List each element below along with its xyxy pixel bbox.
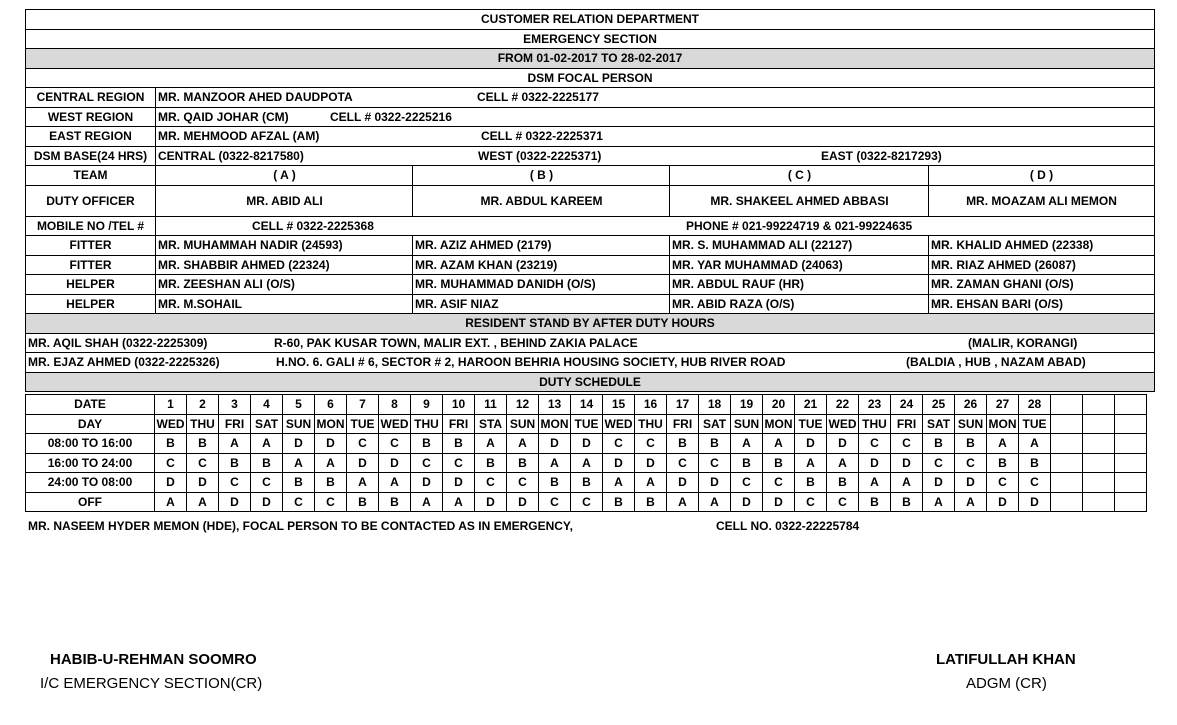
header-focal — [26, 69, 1154, 89]
mobile-label: MOBILE NO /TEL # — [36, 218, 145, 233]
staff-name-c: MR. ABDUL RAUF (HR) — [669, 275, 929, 294]
schedule-shift-row-cell — [1115, 473, 1147, 493]
duty-officer-row — [26, 186, 1154, 217]
schedule-date-row-cell: 14 — [571, 395, 603, 415]
east-region-name: MR. MEHMOOD AFZAL (AM) — [158, 129, 320, 143]
schedule-shift-row-cell: C — [315, 492, 347, 512]
schedule-shift-row-cell — [1083, 473, 1115, 493]
schedule-shift-row-cell: C — [347, 434, 379, 454]
schedule-date-row-cell: 5 — [283, 395, 315, 415]
schedule-shift-row-cell: C — [923, 453, 955, 473]
schedule-shift-row-cell — [1115, 492, 1147, 512]
schedule-shift-row-cell: C — [251, 473, 283, 493]
schedule-shift-row-cell: C — [539, 492, 571, 512]
schedule-date-row-cell: 4 — [251, 395, 283, 415]
resident-address: R-60, PAK KUSAR TOWN, MALIR EXT. , BEHIND ZAKIA PALACE — [274, 335, 638, 350]
schedule-shift-row-cell: C — [379, 434, 411, 454]
schedule-shift-row-cell: B — [187, 434, 219, 454]
schedule-shift-row-cell: A — [539, 453, 571, 473]
west-region-name: MR. QAID JOHAR (CM) — [158, 109, 289, 124]
schedule-date-row-cell: 28 — [1019, 395, 1051, 415]
schedule-shift-row-cell: D — [315, 434, 347, 454]
schedule-date-row-cell: 20 — [763, 395, 795, 415]
schedule-day-row-cell: TUE — [347, 414, 379, 434]
schedule-shift-row-cell: B — [443, 434, 475, 454]
schedule-shift-row-cell: D — [955, 473, 987, 493]
schedule-shift-row-cell: C — [891, 434, 923, 454]
schedule-shift-row-label: OFF — [26, 492, 155, 512]
schedule-shift-row-cell: D — [187, 473, 219, 493]
staff-name-b: MR. ASIF NIAZ — [412, 295, 670, 314]
schedule-shift-row-cell — [1051, 492, 1083, 512]
west-region-label: WEST REGION — [47, 109, 134, 124]
schedule-shift-row-cell: D — [539, 434, 571, 454]
schedule-day-row-cell: TUE — [1019, 414, 1051, 434]
schedule-shift-row-cell: D — [667, 473, 699, 493]
schedule-shift-row-cell: C — [795, 492, 827, 512]
schedule-shift-row-cell: C — [859, 434, 891, 454]
schedule-day-row-cell: FRI — [219, 414, 251, 434]
schedule-shift-row-cell: B — [571, 473, 603, 493]
schedule-day-row-cell: FRI — [443, 414, 475, 434]
schedule-shift-row-cell: D — [155, 473, 187, 493]
schedule-shift-row-cell: C — [283, 492, 315, 512]
schedule-shift-row-cell: B — [667, 434, 699, 454]
schedule-shift-row-cell: C — [155, 453, 187, 473]
staff-role: FITTER — [69, 238, 112, 252]
schedule-shift-row-cell — [1051, 453, 1083, 473]
right-signatory-title: ADGM (CR) — [966, 675, 1047, 692]
emergency-roster-sheet — [25, 9, 1155, 392]
schedule-day-row-cell: SAT — [923, 414, 955, 434]
mobile-phone: PHONE # 021-99224719 & 021-99224635 — [686, 218, 913, 233]
schedule-shift-row-cell: B — [795, 473, 827, 493]
schedule-shift-row-cell: B — [475, 453, 507, 473]
team-label: TEAM — [73, 168, 108, 182]
schedule-shift-row-cell: D — [859, 453, 891, 473]
schedule-shift-row-cell: B — [507, 453, 539, 473]
resident-name: MR. AQIL SHAH (0322-2225309) — [28, 335, 208, 350]
schedule-shift-row-cell: B — [827, 473, 859, 493]
schedule-shift-row-cell: B — [219, 453, 251, 473]
footer-note: MR. NASEEM HYDER MEMON (HDE), FOCAL PERSON TO BE CONTACTED AS IN EMERGENCY, — [28, 519, 573, 533]
resident-title: RESIDENT STAND BY AFTER DUTY HOURS — [465, 316, 715, 330]
dsm-base-central: CENTRAL (0322-8217580) — [158, 148, 304, 163]
schedule-shift-row-cell: A — [251, 434, 283, 454]
schedule-shift-row-cell: B — [315, 473, 347, 493]
schedule-date-row-cell: 13 — [539, 395, 571, 415]
schedule-title: DUTY SCHEDULE — [539, 374, 641, 389]
duty-officer-label: DUTY OFFICER — [46, 193, 135, 208]
schedule-date-row-cell: 22 — [827, 395, 859, 415]
schedule-date-row-cell: 15 — [603, 395, 635, 415]
schedule-shift-row-cell: D — [635, 453, 667, 473]
schedule-shift-row-cell: A — [283, 453, 315, 473]
schedule-date-row-cell: 9 — [411, 395, 443, 415]
schedule-shift-row-cell: B — [251, 453, 283, 473]
schedule-date-row-cell: 8 — [379, 395, 411, 415]
schedule-shift-row-cell: A — [411, 492, 443, 512]
schedule-shift-row-cell: A — [443, 492, 475, 512]
schedule-date-row-cell: 21 — [795, 395, 827, 415]
schedule-shift-row-cell: D — [763, 492, 795, 512]
schedule-date-row-cell: 24 — [891, 395, 923, 415]
schedule-shift-row-cell: D — [219, 492, 251, 512]
schedule-day-row-cell: THU — [411, 414, 443, 434]
schedule-day-row-cell: WED — [603, 414, 635, 434]
schedule-day-row-cell: WED — [155, 414, 187, 434]
schedule-shift-row-cell: A — [379, 473, 411, 493]
schedule-shift-row-cell: A — [1019, 434, 1051, 454]
schedule-shift-row-cell: D — [475, 492, 507, 512]
schedule-shift-row — [26, 473, 1147, 493]
schedule-shift-row-cell: D — [571, 434, 603, 454]
schedule-shift-row-cell: B — [731, 453, 763, 473]
schedule-day-row-cell: WED — [827, 414, 859, 434]
schedule-date-row-cell: 11 — [475, 395, 507, 415]
dsm-base-row — [26, 147, 1154, 167]
schedule-day-row-cell — [1051, 414, 1083, 434]
schedule-date-row — [26, 395, 1147, 415]
schedule-date-row-cell: 17 — [667, 395, 699, 415]
schedule-shift-row-cell: C — [955, 453, 987, 473]
central-region-row — [26, 88, 1154, 108]
schedule-shift-row-cell: A — [603, 473, 635, 493]
schedule-shift-row-cell: D — [411, 473, 443, 493]
schedule-day-row-cell: THU — [187, 414, 219, 434]
schedule-shift-row-cell: B — [539, 473, 571, 493]
schedule-shift-row-cell: B — [1019, 453, 1051, 473]
schedule-date-row-cell — [1051, 395, 1083, 415]
schedule-date-row-cell: 25 — [923, 395, 955, 415]
schedule-shift-row-cell: C — [571, 492, 603, 512]
schedule-shift-row-cell: C — [731, 473, 763, 493]
schedule-day-row-cell: MON — [763, 414, 795, 434]
dsm-base-label: DSM BASE(24 HRS) — [33, 148, 148, 163]
east-region-detail — [155, 127, 1154, 146]
schedule-date-row-cell: 10 — [443, 395, 475, 415]
team-c: ( C ) — [669, 166, 929, 185]
schedule-shift-row-cell: C — [187, 453, 219, 473]
west-region-row — [26, 108, 1154, 128]
schedule-shift-row-cell: A — [315, 453, 347, 473]
schedule-date-row-cell: 18 — [699, 395, 731, 415]
schedule-shift-row-cell: A — [923, 492, 955, 512]
resident-row — [26, 334, 1154, 354]
schedule-shift-row-cell: A — [891, 473, 923, 493]
schedule-date-row-cell: 27 — [987, 395, 1019, 415]
schedule-shift-row-cell: C — [411, 453, 443, 473]
dsm-base-east: EAST (0322-8217293) — [821, 148, 942, 163]
schedule-date-row-cell: 3 — [219, 395, 251, 415]
schedule-shift-row-label: 08:00 TO 16:00 — [26, 434, 155, 454]
schedule-shift-row-cell: A — [955, 492, 987, 512]
schedule-shift-row-cell: D — [251, 492, 283, 512]
team-d: ( D ) — [928, 166, 1154, 185]
schedule-shift-row-cell — [1083, 492, 1115, 512]
resident-title-row — [26, 314, 1154, 334]
staff-name-d: MR. RIAZ AHMED (26087) — [928, 256, 1154, 275]
schedule-shift-row-cell: A — [699, 492, 731, 512]
staff-name-b: MR. AZAM KHAN (23219) — [412, 256, 670, 275]
schedule-shift-row-cell: C — [475, 473, 507, 493]
schedule-day-row-cell: MON — [987, 414, 1019, 434]
schedule-date-row-cell — [1115, 395, 1147, 415]
staff-row — [26, 295, 1154, 315]
schedule-day-row-cell: FRI — [667, 414, 699, 434]
duty-officer-b: MR. ABDUL KAREEM — [412, 186, 670, 216]
schedule-shift-row-cell: D — [379, 453, 411, 473]
schedule-shift-row-cell: B — [635, 492, 667, 512]
schedule-shift-row-cell: A — [987, 434, 1019, 454]
staff-name-b: MR. MUHAMMAD DANIDH (O/S) — [412, 275, 670, 294]
schedule-day-row-cell: MON — [315, 414, 347, 434]
resident-address: H.NO. 6. GALI # 6, SECTOR # 2, HAROON BEHRIA HOUSING SOCIETY, HUB RIVER ROAD — [276, 355, 786, 369]
staff-role: HELPER — [66, 277, 115, 291]
staff-name-a: MR. M.SOHAIL — [155, 295, 413, 314]
staff-name-a: MR. SHABBIR AHMED (22324) — [155, 256, 413, 275]
duty-officer-c: MR. SHAKEEL AHMED ABBASI — [669, 186, 929, 216]
west-region-cell: CELL # 0322-2225216 — [330, 109, 452, 124]
schedule-day-row-cell: SAT — [251, 414, 283, 434]
schedule-shift-row-cell: B — [763, 453, 795, 473]
schedule-shift-row-cell: C — [987, 473, 1019, 493]
schedule-shift-row-cell: D — [699, 473, 731, 493]
east-region-row — [26, 127, 1154, 147]
team-row — [26, 166, 1154, 186]
schedule-shift-row-cell: C — [443, 453, 475, 473]
schedule-shift-row-cell: B — [283, 473, 315, 493]
schedule-date-row-cell: 6 — [315, 395, 347, 415]
schedule-shift-row-cell: C — [1019, 473, 1051, 493]
schedule-shift-row-cell: C — [507, 473, 539, 493]
schedule-shift-row-cell: A — [475, 434, 507, 454]
schedule-day-row-cell: FRI — [891, 414, 923, 434]
schedule-day-row-cell: STA — [475, 414, 507, 434]
schedule-shift-row-cell: A — [731, 434, 763, 454]
header-period — [26, 49, 1154, 69]
schedule-day-row-cell: SUN — [731, 414, 763, 434]
schedule-shift-row-cell: B — [699, 434, 731, 454]
schedule-shift-row-cell: A — [507, 434, 539, 454]
schedule-shift-row-cell: A — [571, 453, 603, 473]
schedule-day-row — [26, 414, 1147, 434]
schedule-shift-row-cell — [1051, 473, 1083, 493]
schedule-title-row — [26, 373, 1154, 393]
schedule-day-row-cell: WED — [379, 414, 411, 434]
schedule-day-row-cell: SUN — [283, 414, 315, 434]
staff-name-c: MR. YAR MUHAMMAD (24063) — [669, 256, 929, 275]
schedule-day-row-cell: SUN — [507, 414, 539, 434]
schedule-shift-row-cell: D — [283, 434, 315, 454]
right-signatory-name: LATIFULLAH KHAN — [936, 651, 1076, 668]
mobile-detail — [155, 217, 1154, 236]
schedule-day-row-label: DAY — [26, 414, 155, 434]
schedule-shift-row-cell: B — [379, 492, 411, 512]
schedule-day-row-cell — [1083, 414, 1115, 434]
schedule-day-row-cell: SAT — [699, 414, 731, 434]
schedule-date-row-label: DATE — [26, 395, 155, 415]
left-signatory-title: I/C EMERGENCY SECTION(CR) — [40, 675, 263, 692]
schedule-shift-row — [26, 492, 1147, 512]
schedule-shift-row-cell: D — [443, 473, 475, 493]
staff-row — [26, 275, 1154, 295]
staff-name-c: MR. ABID RAZA (O/S) — [669, 295, 929, 314]
central-region-cell: CELL # 0322-2225177 — [477, 90, 599, 104]
staff-row — [26, 236, 1154, 256]
schedule-shift-row-cell: A — [859, 473, 891, 493]
schedule-date-row-cell: 2 — [187, 395, 219, 415]
header-department — [26, 10, 1154, 30]
schedule-shift-row-cell: B — [987, 453, 1019, 473]
schedule-shift-row-cell — [1083, 434, 1115, 454]
east-region-label: EAST REGION — [49, 129, 132, 143]
team-a: ( A ) — [155, 166, 413, 185]
schedule-shift-row-cell: C — [635, 434, 667, 454]
schedule-shift-row — [26, 434, 1147, 454]
staff-name-d: MR. EHSAN BARI (O/S) — [928, 295, 1154, 314]
schedule-day-row-cell — [1115, 414, 1147, 434]
duty-schedule-table — [25, 394, 1147, 512]
schedule-shift-row-cell — [1051, 434, 1083, 454]
schedule-day-row-cell: THU — [859, 414, 891, 434]
staff-role: FITTER — [69, 257, 112, 272]
resident-row — [26, 353, 1154, 373]
schedule-shift-row-cell: D — [1019, 492, 1051, 512]
department-title: CUSTOMER RELATION DEPARTMENT — [481, 12, 699, 26]
schedule-shift-row-cell — [1083, 453, 1115, 473]
dsm-base-west: WEST (0322-2225371) — [478, 148, 602, 163]
schedule-shift-row-cell: A — [347, 473, 379, 493]
staff-name-d: MR. KHALID AHMED (22338) — [928, 236, 1154, 255]
schedule-shift-row-cell: B — [891, 492, 923, 512]
team-b: ( B ) — [412, 166, 670, 185]
central-region-detail — [155, 88, 1154, 107]
duty-officer-d: MR. MOAZAM ALI MEMON — [928, 186, 1154, 216]
schedule-shift-row-cell: C — [763, 473, 795, 493]
schedule-shift-row-cell: C — [699, 453, 731, 473]
schedule-shift-row-cell: B — [347, 492, 379, 512]
schedule-shift-row-cell: C — [603, 434, 635, 454]
resident-area: (MALIR, KORANGI) — [968, 335, 1078, 350]
east-region-cell: CELL # 0322-2225371 — [481, 129, 603, 143]
staff-row — [26, 256, 1154, 276]
schedule-shift-row-cell: D — [795, 434, 827, 454]
period-text: FROM 01-02-2017 TO 28-02-2017 — [497, 51, 683, 65]
schedule-date-row-cell: 1 — [155, 395, 187, 415]
schedule-shift-row-cell: D — [891, 453, 923, 473]
schedule-day-row-cell: TUE — [795, 414, 827, 434]
schedule-shift-row-cell: B — [955, 434, 987, 454]
schedule-shift-row — [26, 453, 1147, 473]
schedule-shift-row-cell: A — [187, 492, 219, 512]
section-title: EMERGENCY SECTION — [523, 31, 657, 46]
schedule-shift-row-cell: A — [795, 453, 827, 473]
resident-area: (BALDIA , HUB , NAZAM ABAD) — [906, 355, 1086, 369]
duty-officer-a: MR. ABID ALI — [155, 186, 413, 216]
staff-name-c: MR. S. MUHAMMAD ALI (22127) — [669, 236, 929, 255]
resident-name: MR. EJAZ AHMED (0322-2225326) — [28, 355, 220, 369]
schedule-shift-row-cell: A — [827, 453, 859, 473]
schedule-shift-row-cell: B — [603, 492, 635, 512]
schedule-shift-row-cell: A — [763, 434, 795, 454]
schedule-shift-row-label: 24:00 TO 08:00 — [26, 473, 155, 493]
schedule-date-row-cell: 16 — [635, 395, 667, 415]
schedule-shift-row-cell: C — [667, 453, 699, 473]
schedule-shift-row-cell: B — [859, 492, 891, 512]
central-region-name: MR. MANZOOR AHED DAUDPOTA — [158, 90, 353, 104]
schedule-shift-row-cell: D — [603, 453, 635, 473]
left-signatory-name: HABIB-U-REHMAN SOOMRO — [50, 651, 257, 668]
staff-name-a: MR. MUHAMMAH NADIR (24593) — [155, 236, 413, 255]
schedule-shift-row-cell: A — [219, 434, 251, 454]
schedule-shift-row-cell: D — [923, 473, 955, 493]
dsm-base-detail — [155, 147, 1154, 166]
schedule-shift-row-cell: B — [923, 434, 955, 454]
schedule-shift-row-cell — [1115, 434, 1147, 454]
footer-cell: CELL NO. 0322-22225784 — [716, 519, 860, 533]
staff-name-d: MR. ZAMAN GHANI (O/S) — [928, 275, 1154, 294]
schedule-shift-row-cell: A — [635, 473, 667, 493]
schedule-date-row-cell: 19 — [731, 395, 763, 415]
schedule-date-row-cell: 7 — [347, 395, 379, 415]
schedule-shift-row-cell: C — [219, 473, 251, 493]
schedule-shift-row-cell: B — [155, 434, 187, 454]
schedule-shift-row-cell: D — [507, 492, 539, 512]
mobile-row — [26, 217, 1154, 237]
staff-name-b: MR. AZIZ AHMED (2179) — [412, 236, 670, 255]
schedule-shift-row-cell: C — [827, 492, 859, 512]
west-region-detail — [155, 108, 1154, 127]
schedule-shift-row-cell: A — [155, 492, 187, 512]
schedule-shift-row-label: 16:00 TO 24:00 — [26, 453, 155, 473]
schedule-day-row-cell: MON — [539, 414, 571, 434]
schedule-day-row-cell: THU — [635, 414, 667, 434]
schedule-date-row-cell: 23 — [859, 395, 891, 415]
schedule-shift-row-cell: D — [347, 453, 379, 473]
schedule-day-row-cell: TUE — [571, 414, 603, 434]
schedule-shift-row-cell: A — [667, 492, 699, 512]
central-region-label: CENTRAL REGION — [36, 90, 145, 104]
focal-title: DSM FOCAL PERSON — [527, 70, 653, 85]
staff-role: HELPER — [66, 296, 115, 311]
schedule-shift-row-cell: D — [827, 434, 859, 454]
schedule-shift-row-cell: D — [731, 492, 763, 512]
schedule-date-row-cell: 12 — [507, 395, 539, 415]
header-section — [26, 30, 1154, 50]
schedule-shift-row-cell — [1115, 453, 1147, 473]
schedule-shift-row-cell: D — [987, 492, 1019, 512]
staff-name-a: MR. ZEESHAN ALI (O/S) — [155, 275, 413, 294]
schedule-date-row-cell: 26 — [955, 395, 987, 415]
schedule-day-row-cell: SUN — [955, 414, 987, 434]
mobile-cell: CELL # 0322-2225368 — [252, 218, 374, 233]
schedule-shift-row-cell: B — [411, 434, 443, 454]
schedule-date-row-cell — [1083, 395, 1115, 415]
